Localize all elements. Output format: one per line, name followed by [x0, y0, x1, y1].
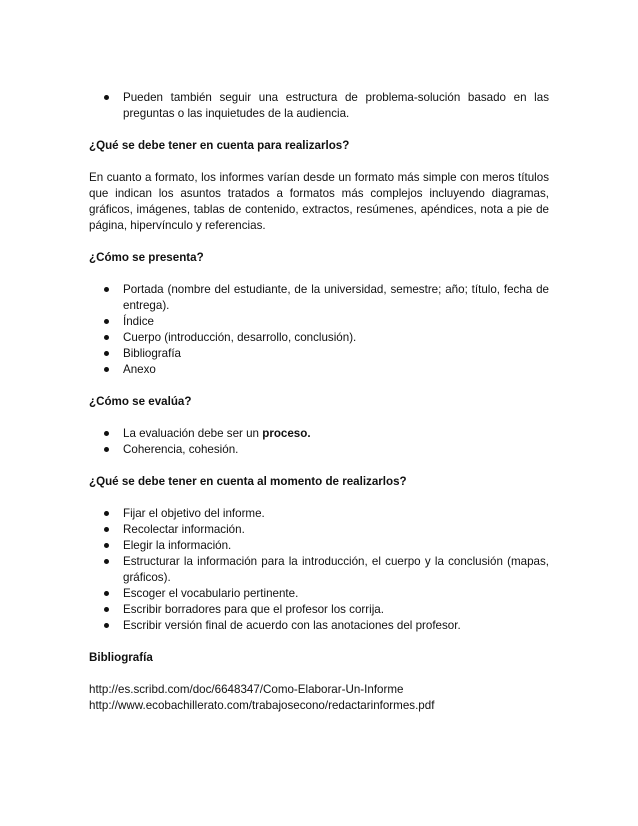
bullet-icon: [104, 623, 109, 628]
list-item-text: Escribir versión final de acuerdo con las anotaciones del profesor.: [123, 619, 461, 632]
list-item: [89, 426, 549, 442]
list-item-text: Pueden también seguir una estructura de problema-solución basado en las preguntas o las inquietudes de la audiencia.: [123, 91, 549, 120]
list-item: [89, 90, 549, 122]
section-heading-evaluation: ¿Cómo se evalúa?: [89, 395, 192, 408]
section-heading-presentation: ¿Cómo se presenta?: [89, 251, 204, 264]
list-item: [89, 282, 549, 314]
list-item-text: Recolectar información.: [123, 523, 245, 536]
section-heading-requirements: ¿Qué se debe tener en cuenta para realizarlos?: [89, 139, 350, 152]
intro-list: [89, 90, 549, 122]
list-item: [89, 538, 549, 554]
list-item-text: Bibliografía: [123, 347, 182, 360]
list-item-text: Escribir borradores para que el profesor los corrija.: [123, 603, 384, 616]
bullet-icon: [104, 447, 109, 452]
list-item-text: Índice: [123, 315, 154, 328]
list-item-text: Coherencia, cohesión.: [123, 443, 239, 456]
bullet-icon: [104, 543, 109, 548]
evaluation-list: [89, 426, 549, 458]
bullet-icon: [104, 431, 109, 436]
bullet-icon: [104, 335, 109, 340]
list-item-text: Elegir la información.: [123, 539, 232, 552]
list-item: [89, 442, 549, 458]
presentation-list: [89, 282, 549, 378]
section-heading-bibliography: Bibliografía: [89, 651, 153, 664]
bullet-icon: [104, 607, 109, 612]
list-item: [89, 522, 549, 538]
bullet-icon: [104, 511, 109, 516]
bullet-icon: [104, 367, 109, 372]
list-item-text: Fijar el objetivo del informe.: [123, 507, 265, 520]
list-item: [89, 554, 549, 586]
list-item-text: Escoger el vocabulario pertinente.: [123, 587, 299, 600]
document-body: [89, 90, 549, 714]
bibliography-link[interactable]: http://www.ecobachillerato.com/trabajosecono/redactarinformes.pdf: [89, 699, 435, 712]
steps-list: [89, 506, 549, 634]
bullet-icon: [104, 559, 109, 564]
section-paragraph-format: En cuanto a formato, los informes varían desde un formato más simple con meros títulos que indican los asuntos tratados a formatos más complejos incluyendo diagramas, gráficos, imágenes, tablas de contenido, extractos, resúmenes, apéndices, nota a pie de página, hipervínculo y referencias.: [89, 171, 549, 232]
list-item-text: Estructurar la información para la introducción, el cuerpo y la conclusión (mapas, gráficos).: [123, 555, 549, 584]
bullet-icon: [104, 95, 109, 100]
bibliography-link[interactable]: http://es.scribd.com/doc/6648347/Como-Elaborar-Un-Informe: [89, 683, 404, 696]
bullet-icon: [104, 351, 109, 356]
list-item-text: Cuerpo (introducción, desarrollo, conclusión).: [123, 331, 357, 344]
list-item: [89, 362, 549, 378]
bullet-icon: [104, 319, 109, 324]
list-item-text: La evaluación debe ser un: [123, 427, 263, 440]
list-item: [89, 346, 549, 362]
list-item-bold-text: proceso.: [262, 427, 311, 440]
list-item: [89, 618, 549, 634]
list-item: [89, 586, 549, 602]
bullet-icon: [104, 527, 109, 532]
list-item: [89, 314, 549, 330]
list-item: [89, 602, 549, 618]
bullet-icon: [104, 287, 109, 292]
list-item: [89, 506, 549, 522]
list-item-text: Anexo: [123, 363, 156, 376]
bullet-icon: [104, 591, 109, 596]
list-item-text: Portada (nombre del estudiante, de la universidad, semestre; año; título, fecha de entrega).: [123, 283, 549, 312]
section-heading-steps: ¿Qué se debe tener en cuenta al momento de realizarlos?: [89, 475, 407, 488]
list-item: [89, 330, 549, 346]
